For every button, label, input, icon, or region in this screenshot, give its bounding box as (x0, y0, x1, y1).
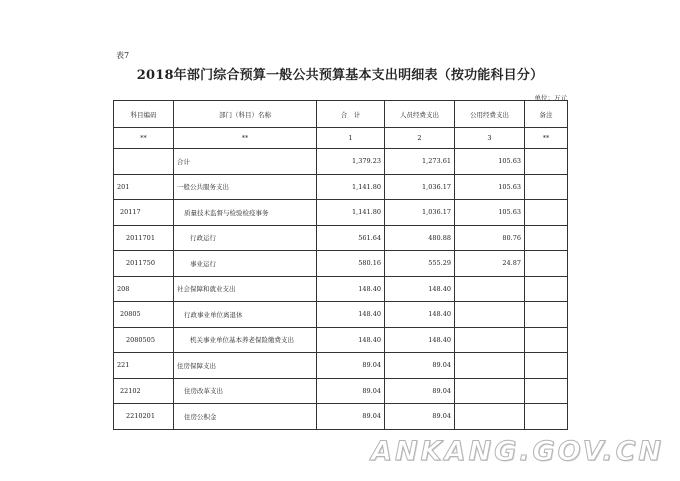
name-cell: 住房改革支出 (174, 378, 317, 404)
total-cell: 89.04 (317, 353, 385, 379)
public-cell (455, 327, 525, 353)
table-row (114, 225, 568, 251)
note-cell (525, 200, 568, 226)
table-row (114, 353, 568, 379)
note-cell (525, 327, 568, 353)
table-row (114, 200, 568, 226)
note-cell (525, 276, 568, 302)
total-cell: 148.40 (317, 302, 385, 328)
total-cell: 561.64 (317, 225, 385, 251)
personnel-cell: 1,036.17 (385, 174, 455, 200)
subheader-cell: ** (525, 128, 568, 149)
name-cell: 合计 (174, 149, 317, 175)
name-cell: 机关事业单位基本养老保险缴费支出 (174, 327, 317, 353)
code-cell: 20117 (114, 200, 174, 226)
table-row (114, 251, 568, 277)
personnel-cell: 1,273.61 (385, 149, 455, 175)
personnel-cell: 148.40 (385, 327, 455, 353)
note-cell (525, 404, 568, 430)
header-note: 备注 (525, 101, 568, 128)
public-cell (455, 302, 525, 328)
header-code: 科目编码 (114, 101, 174, 128)
name-cell: 质量技术监督与检验检疫事务 (174, 200, 317, 226)
total-cell: 89.04 (317, 378, 385, 404)
name-cell: 行政事业单位离退休 (174, 302, 317, 328)
name-cell: 住房公积金 (174, 404, 317, 430)
name-cell: 住房保障支出 (174, 353, 317, 379)
personnel-cell: 89.04 (385, 353, 455, 379)
total-cell: 1,141.80 (317, 174, 385, 200)
code-cell (114, 149, 174, 175)
unit-label: 单位：万元 (534, 94, 567, 102)
total-cell: 148.40 (317, 276, 385, 302)
note-cell (525, 378, 568, 404)
table-row (114, 378, 568, 404)
subheader-cell: 2 (385, 128, 455, 149)
table-row (114, 174, 568, 200)
personnel-cell: 148.40 (385, 302, 455, 328)
note-cell (525, 353, 568, 379)
personnel-cell: 555.29 (385, 251, 455, 277)
total-cell: 89.04 (317, 404, 385, 430)
table-row (114, 404, 568, 430)
public-cell (455, 404, 525, 430)
table-number: 表7 (116, 51, 130, 60)
note-cell (525, 302, 568, 328)
header-row (114, 101, 568, 128)
header-total: 合 计 (317, 101, 385, 128)
note-cell (525, 251, 568, 277)
subheader-row (114, 128, 568, 149)
public-cell (455, 353, 525, 379)
name-cell: 一般公共服务支出 (174, 174, 317, 200)
header-name: 部门（科目）名称 (174, 101, 317, 128)
subheader-cell: ** (114, 128, 174, 149)
public-cell: 105.63 (455, 200, 525, 226)
public-cell: 105.63 (455, 174, 525, 200)
public-cell (455, 276, 525, 302)
total-cell: 1,379.23 (317, 149, 385, 175)
subheader-cell: 3 (455, 128, 525, 149)
name-cell: 事业运行 (174, 251, 317, 277)
note-cell (525, 174, 568, 200)
personnel-cell: 89.04 (385, 404, 455, 430)
budget-table (113, 100, 568, 430)
total-cell: 1,141.80 (317, 200, 385, 226)
total-cell: 580.16 (317, 251, 385, 277)
note-cell (525, 149, 568, 175)
code-cell: 208 (114, 276, 174, 302)
table-row (114, 276, 568, 302)
personnel-cell: 480.88 (385, 225, 455, 251)
personnel-cell: 89.04 (385, 378, 455, 404)
name-cell: 社会保障和就业支出 (174, 276, 317, 302)
public-cell: 105.63 (455, 149, 525, 175)
total-cell: 148.40 (317, 327, 385, 353)
code-cell: 22102 (114, 378, 174, 404)
table-row (114, 327, 568, 353)
code-cell: 2080505 (114, 327, 174, 353)
code-cell: 2210201 (114, 404, 174, 430)
code-cell: 2011750 (114, 251, 174, 277)
public-cell: 80.76 (455, 225, 525, 251)
subheader-cell: 1 (317, 128, 385, 149)
page-title: 2018年部门综合预算一般公共预算基本支出明细表（按功能科目分） (136, 68, 544, 83)
subheader-cell: ** (174, 128, 317, 149)
note-cell (525, 225, 568, 251)
personnel-cell: 148.40 (385, 276, 455, 302)
name-cell: 行政运行 (174, 225, 317, 251)
code-cell: 201 (114, 174, 174, 200)
watermark-logo: ANKANG.GOV.CN (371, 436, 664, 467)
code-cell: 20805 (114, 302, 174, 328)
public-cell (455, 378, 525, 404)
header-public: 公用经费支出 (455, 101, 525, 128)
code-cell: 2011701 (114, 225, 174, 251)
table-row (114, 302, 568, 328)
public-cell: 24.87 (455, 251, 525, 277)
header-personnel: 人员经费支出 (385, 101, 455, 128)
personnel-cell: 1,036.17 (385, 200, 455, 226)
code-cell: 221 (114, 353, 174, 379)
table-row (114, 149, 568, 175)
